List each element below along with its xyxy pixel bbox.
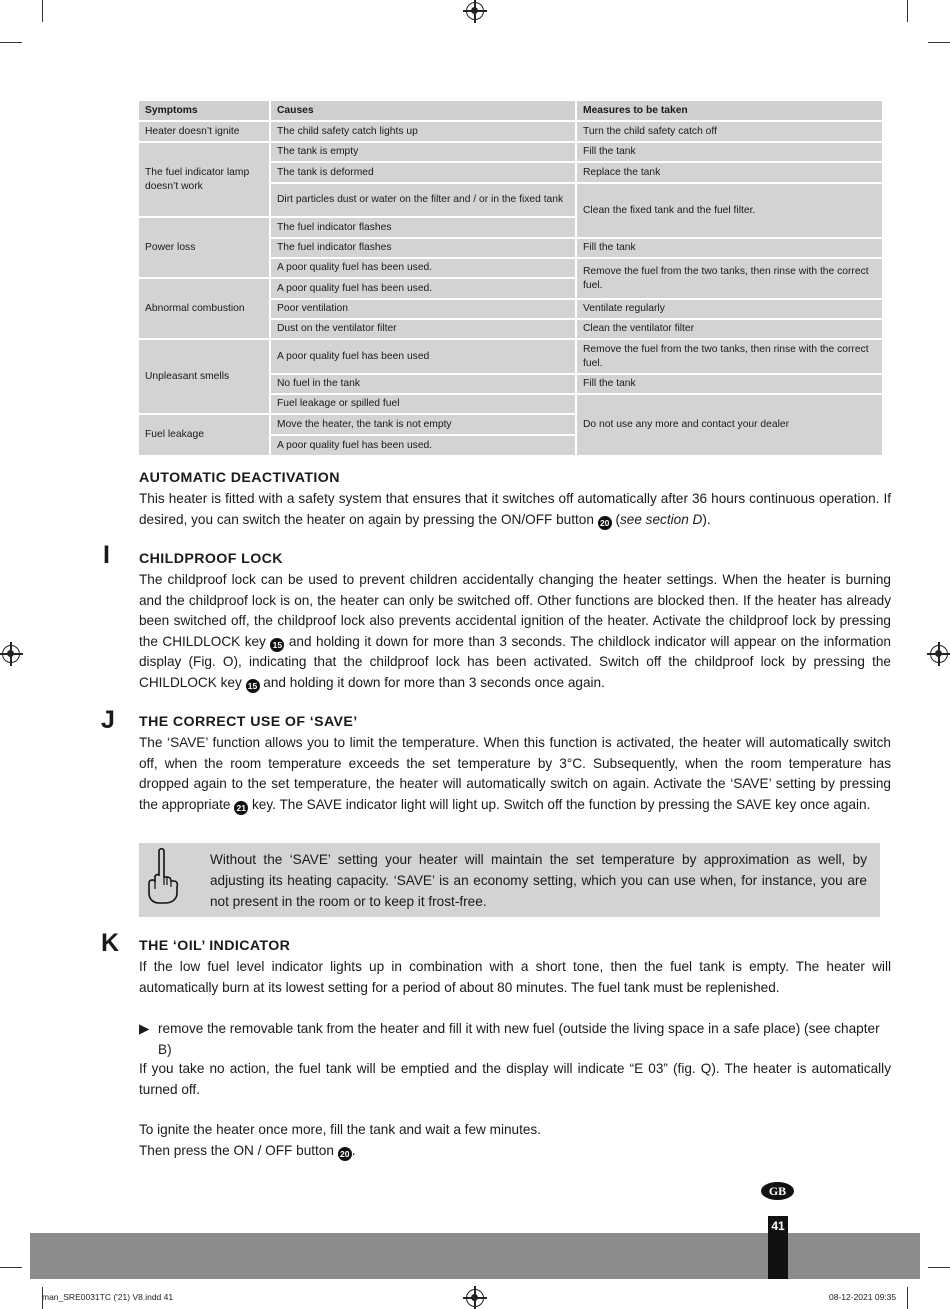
table-cell-measure: Clean the ventilator filter [577,320,882,338]
paragraph-save [139,733,891,815]
table-cell-cause: The fuel indicator flashes [271,239,575,257]
bullet-arrow-icon: ▶ [139,1021,150,1036]
paragraph-text: The childproof lock can be used to prevent children accidentally changing the heater settings. When the heater is burning and the childproof lock is on, the heater can only be switched off. Other functions are blocked then. If the heater has already been switched off, the childproof lock also prevents accidental ignition of the heater. Activate the childproof lock by pressing the CHILDLOCK key [139,572,891,649]
section-letter-i: I [103,541,110,569]
page-number: 41 [771,1219,785,1233]
table-cell-measure: Fill the tank [577,143,882,161]
section-heading-automatic-deactivation: AUTOMATIC DEACTIVATION [139,470,340,486]
paragraph-no-action: If you take no action, the fuel tank will be emptied and the display will indicate “E 03” (fig. Q). The heater is automatically turned off. [139,1061,891,1097]
button-number-badge: 20 [598,516,612,530]
table-header-causes: Causes [271,101,575,120]
table-cell-cause: A poor quality fuel has been used [271,340,575,373]
table-cell-symptom: Power loss [139,218,269,277]
table-header-measures: Measures to be taken [577,101,882,120]
language-badge: GB [761,1182,794,1200]
print-slug-date: 08-12-2021 09:35 [829,1292,897,1302]
table-cell-measure: Remove the fuel from the two tanks, then rinse with the correct fuel. [577,259,882,298]
crop-mark [907,0,908,22]
table-header-symptoms: Symptoms [139,101,269,120]
table-cell-measure: Remove the fuel from the two tanks, then rinse with the correct fuel. [577,340,882,373]
paragraph-text: The ‘SAVE’ function allows you to limit the temperature. When this function is activated, the heater will automatically switch off, when the room temperature exceeds the set temperature by 3°C. Subsequently, when the room temperature has dropped again to the set temperature, the heater will automatically switch on again. Activate the ‘SAVE’ setting by pressing the appropriate [139,735,891,812]
table-cell-cause: A poor quality fuel has been used. [271,279,575,298]
registration-mark-icon [466,2,484,20]
list-item-text: remove the removable tank from the heater and fill it with new fuel (outside the living space in a safe place) (see chapter B) [158,1021,880,1057]
table-cell-measure: Clean the fixed tank and the fuel filter. [577,184,882,237]
table-cell-symptom: Heater doesn’t ignite [139,122,269,141]
table-cell-cause: Move the heater, the tank is not empty [271,415,575,434]
crop-mark [928,1267,950,1268]
key-number-badge: 15 [270,638,284,652]
table-cell-measure: Turn the child safety catch off [577,122,882,141]
table-cell-cause: The tank is deformed [271,163,575,182]
table-cell-symptom: Fuel leakage [139,415,269,455]
paragraph-text: key. The SAVE indicator light will light up. Switch off the function by pressing the SAVE key once again. [248,796,871,812]
table-cell-cause: A poor quality fuel has been used. [271,436,575,455]
troubleshooting-table [139,101,882,455]
paragraph-press-onoff [139,1141,891,1162]
table-cell-cause: No fuel in the tank [271,375,575,393]
paragraph-childproof-lock [139,570,891,693]
paragraph-text: ). [702,511,711,527]
paragraph-text: This heater is fitted with a safety system that ensures that it switches off automatically after 36 hours continuous operation. If desired, you can switch the heater on again by pressing the ON/OFF button [139,491,891,527]
list-item [139,1018,891,1060]
paragraph-text: . [351,1143,356,1158]
crop-mark [907,1287,908,1309]
crop-mark [42,0,43,22]
registration-mark-icon [2,645,20,663]
paragraph-text: and holding it down for more than 3 seconds. The childlock indicator will appear on the information display (Fig. O), indicating that the childproof lock has been activated. Switch off the childproof lock by pressing the CHILDLOCK key [139,633,891,690]
section-heading-oil-indicator: THE ‘OIL’ INDICATOR [139,938,291,954]
pointing-hand-icon [143,847,179,905]
table-cell-cause: The child safety catch lights up [271,122,575,141]
table-cell-cause: Fuel leakage or spilled fuel [271,395,575,413]
table-cell-cause: Poor ventilation [271,300,575,318]
section-heading-save: THE CORRECT USE OF ‘SAVE’ [139,714,358,730]
table-cell-symptom: Unpleasant smells [139,340,269,413]
table-cell-measure: Do not use any more and contact your dealer [577,395,882,455]
section-reference: see section D [619,511,703,527]
table-cell-symptom: Abnormal combustion [139,279,269,338]
note-text: Without the ‘SAVE’ setting your heater will maintain the set temperature by approximation as well, by adjusting its heating capacity. ‘SAVE’ is an economy setting, which you can use when, for instance, you are not present in the room or to keep it frost-free. [210,852,867,909]
key-number-badge: 15 [246,679,260,693]
paragraph-oil-indicator: If the low fuel level indicator lights up in combination with a short tone, then the fuel tank is empty. The heater will automatically burn at its lowest setting for a period of about 80 minutes. The fuel tank must be replenished. [139,959,891,995]
table-cell-cause: Dust on the ventilator filter [271,320,575,338]
section-letter-j: J [101,706,115,734]
section-letter-k: K [101,929,120,957]
section-heading-childproof-lock: CHILDPROOF LOCK [139,551,283,567]
paragraph-text: ( [611,511,620,527]
print-slug-filename: man_SRE0031TC ('21) V8.indd 41 [42,1292,174,1302]
registration-mark-icon [930,645,948,663]
key-number-badge: 21 [234,801,248,815]
table-cell-measure: Fill the tank [577,375,882,393]
crop-mark [0,42,22,43]
paragraph-text: and holding it down for more than 3 seconds once again. [259,674,605,690]
table-cell-cause: A poor quality fuel has been used. [271,259,575,277]
table-cell-measure: Ventilate regularly [577,300,882,318]
table-cell-cause: The tank is empty [271,143,575,161]
paragraph-text: Then press the ON / OFF button [139,1143,334,1158]
table-cell-measure: Fill the tank [577,239,882,257]
button-number-badge: 20 [338,1147,352,1161]
paragraph-automatic-deactivation [139,489,891,530]
crop-mark [928,42,950,43]
registration-mark-icon [466,1289,484,1307]
note-box [139,843,880,917]
table-cell-cause: The fuel indicator flashes [271,218,575,237]
paragraph-ignite: To ignite the heater once more, fill the tank and wait a few minutes. [139,1122,541,1137]
crop-mark [0,1267,22,1268]
table-cell-cause: Dirt particles dust or water on the filter and / or in the fixed tank [271,184,575,216]
table-cell-symptom: The fuel indicator lamp doesn’t work [139,143,269,216]
table-cell-measure: Replace the tank [577,163,882,182]
